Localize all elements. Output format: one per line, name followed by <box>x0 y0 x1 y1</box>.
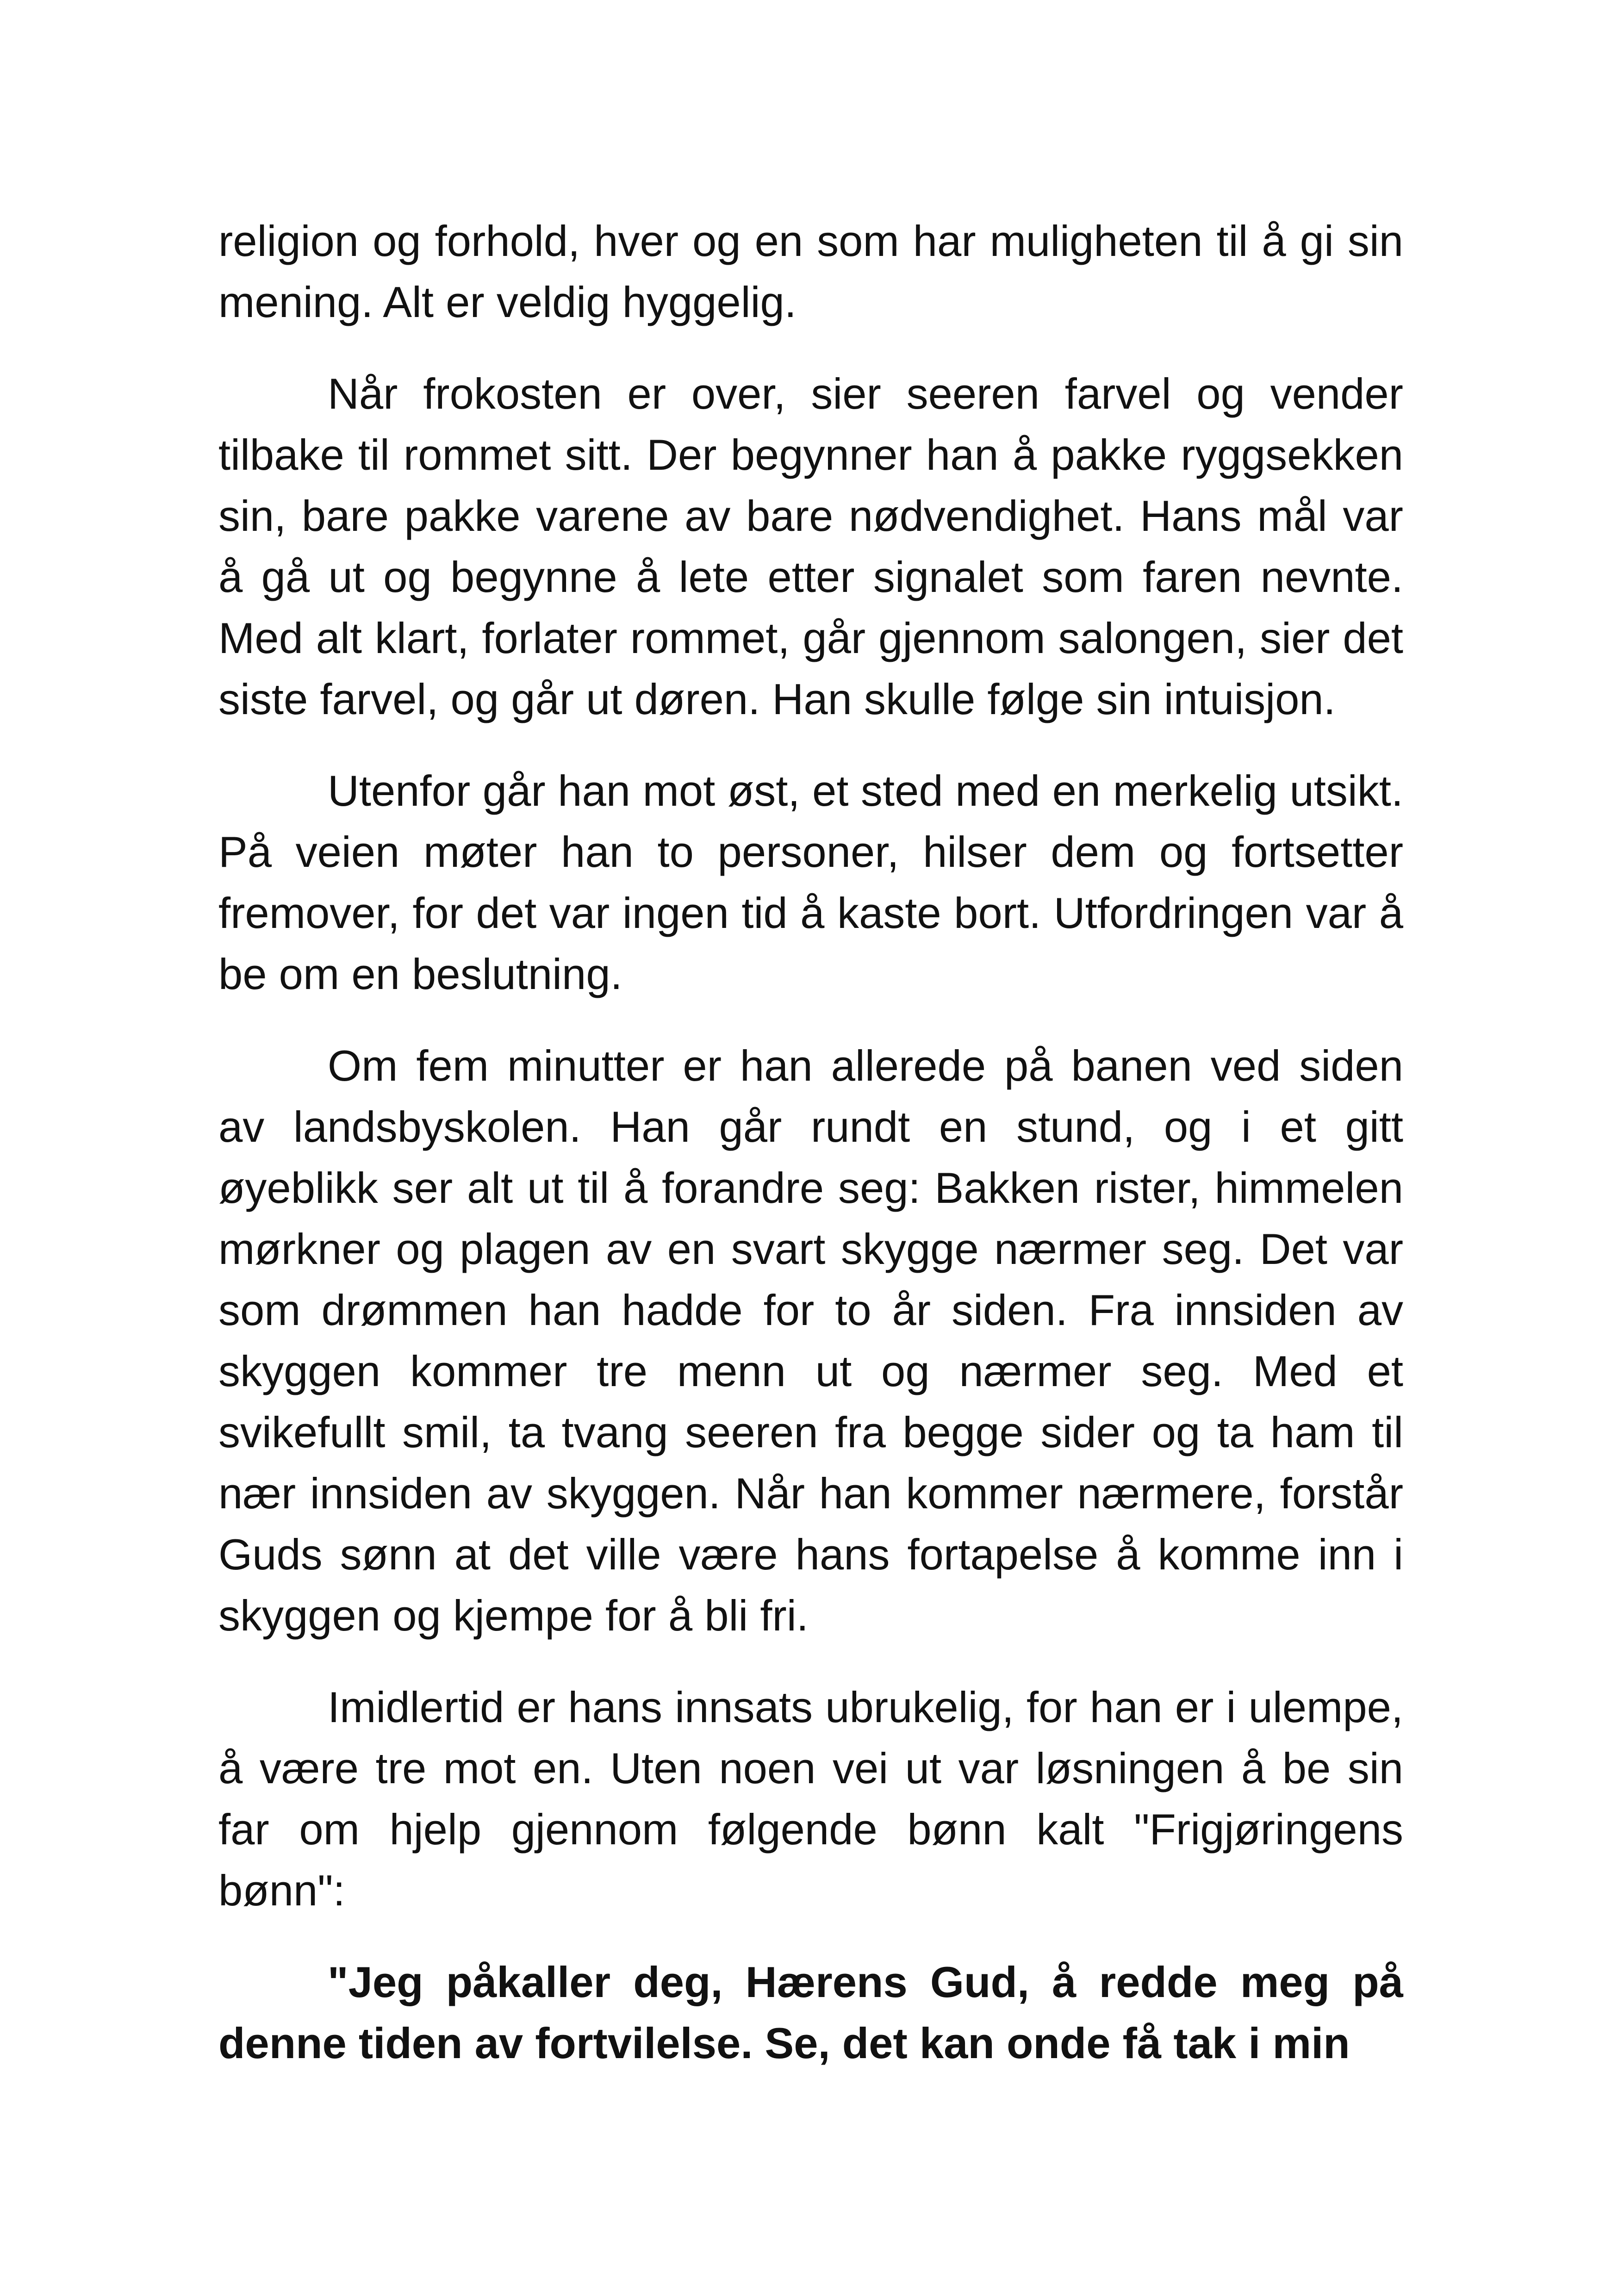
prayer-paragraph: "Jeg påkaller deg, Hærens Gud, å redde meg på denne tiden av fortvilelse. Se, det kan onde få tak i min <box>218 1958 1403 2067</box>
paragraph-1: religion og forhold, hver og en som har muligheten til å gi sin mening. Alt er veldig hyggelig. <box>218 217 1403 326</box>
body-text <box>218 211 1403 2104</box>
paragraph-4: Om fem minutter er han allerede på banen ved siden av landsbyskolen. Han går rundt en stund, og i et gitt øyeblikk ser alt ut til å forandre seg: Bakken rister, himmelen mørkner og plagen av en svart skygge nærmer seg. Det var som drømmen han hadde for to år siden. Fra innsiden av skyggen kommer tre menn ut og nærmer seg. Med et svikefullt smil, ta tvang seeren fra begge sider og ta ham til nær innsiden av skyggen. Når han kommer nærmere, forstår Guds sønn at det ville være hans fortapelse å komme inn i skyggen og kjempe for å bli fri. <box>218 1041 1403 1640</box>
paragraph-3: Utenfor går han mot øst, et sted med en merkelig utsikt. På veien møter han to personer, hilser dem og fortsetter fremover, for det var ingen tid å kaste bort. Utfordringen var å be om en beslutning. <box>218 766 1403 998</box>
paragraph-5: Imidlertid er hans innsats ubrukelig, for han er i ulempe, å være tre mot en. Uten noen vei ut var løsningen å be sin far om hjelp gjennom følgende bønn kalt "Frigjøringens bønn": <box>218 1683 1403 1915</box>
paragraph-2: Når frokosten er over, sier seeren farvel og vender tilbake til rommet sitt. Der begynner han å pakke ryggsekken sin, bare pakke varene av bare nødvendighet. Hans mål var å gå ut og begynne å lete etter signalet som faren nevnte. Med alt klart, forlater rommet, går gjennom salongen, sier det siste farvel, og går ut døren. Han skulle følge sin intuisjon. <box>218 369 1403 723</box>
